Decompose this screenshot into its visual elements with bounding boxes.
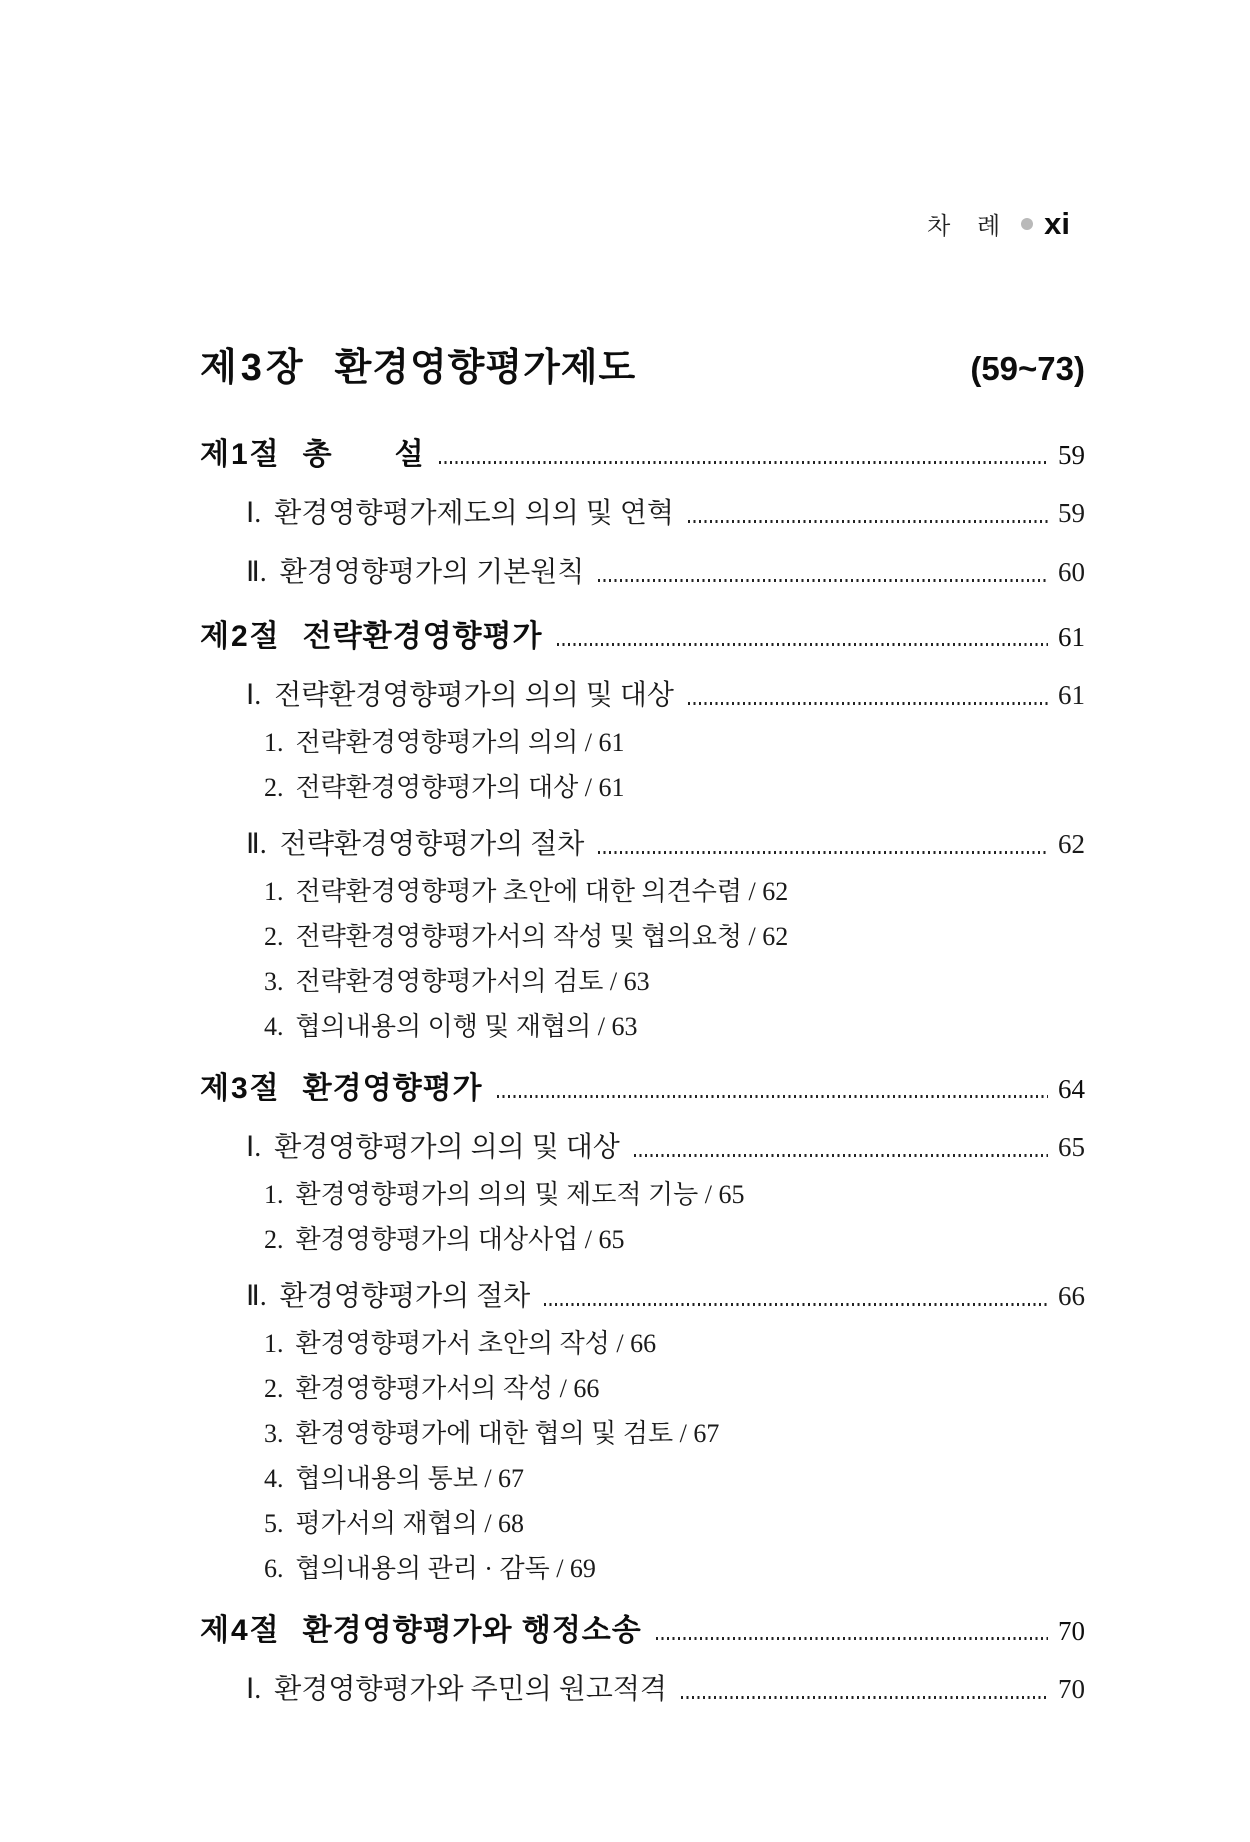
dot-leader xyxy=(634,1154,1048,1157)
toc-entry-item xyxy=(200,1370,1085,1408)
entry-page-number: / 69 xyxy=(549,1554,596,1583)
entry-title: 환경영향평가제도의 의의 및 연혁 xyxy=(274,498,674,529)
entry-title: 환경영향평가의 의의 및 대상 xyxy=(274,1132,620,1163)
entry-page-number: 60 xyxy=(1058,557,1085,587)
entry-page-number: / 62 xyxy=(741,922,789,951)
page-header xyxy=(927,206,1070,241)
chapter-label: 제3장 xyxy=(200,347,307,389)
entry-page-number: 62 xyxy=(1058,829,1085,859)
entry-title: 총 설 xyxy=(302,438,425,471)
header-title: 차 례 xyxy=(927,213,1011,240)
header-page-number: xi xyxy=(1044,206,1070,241)
entry-page-number: 61 xyxy=(1058,680,1085,710)
entry-title: 전략환경영향평가의 의의 및 대상 xyxy=(274,680,674,711)
dot-leader xyxy=(497,1095,1048,1098)
entry-label: 1. xyxy=(264,877,284,906)
entry-label: Ⅱ. xyxy=(246,557,267,588)
entry-label: 2. xyxy=(264,1374,284,1403)
chapter-page-range: (59~73) xyxy=(970,350,1085,387)
entry-title: 환경영향평가서의 작성 xyxy=(295,1374,554,1403)
dot-leader xyxy=(557,643,1049,646)
entry-title: 전략환경영향평가서의 검토 xyxy=(295,967,604,996)
entry-page-number: 70 xyxy=(1058,1616,1085,1646)
dot-leader xyxy=(598,851,1048,854)
entry-title: 환경영향평가와 행정소송 xyxy=(302,1614,642,1647)
entry-label: 2. xyxy=(264,922,284,951)
entry-label: 1. xyxy=(264,1329,284,1358)
toc-entry-item xyxy=(200,1460,1085,1498)
toc-entry-roman xyxy=(200,823,1085,866)
toc-entry-item xyxy=(200,1325,1085,1363)
dot-leader xyxy=(688,520,1048,523)
entry-page-number: / 68 xyxy=(477,1509,525,1538)
toc-entry-item xyxy=(200,1176,1085,1214)
entry-page-number: 66 xyxy=(1058,1281,1085,1311)
entry-page-number: 65 xyxy=(1058,1132,1085,1162)
entry-title: 협의내용의 이행 및 재협의 xyxy=(295,1012,592,1041)
dot-leader xyxy=(598,579,1048,582)
entry-label: 제1절 xyxy=(200,438,281,471)
toc-entry-section xyxy=(200,1610,1085,1652)
entry-page-number: / 63 xyxy=(591,1012,638,1041)
dot-leader xyxy=(656,1637,1048,1640)
entry-title: 전략환경영향평가의 의의 xyxy=(295,728,579,757)
header-bullet-icon xyxy=(1021,218,1033,230)
entry-title: 협의내용의 통보 xyxy=(295,1464,478,1493)
entry-title: 환경영향평가의 의의 및 제도적 기능 xyxy=(295,1180,699,1209)
toc-entry-roman xyxy=(200,674,1085,717)
entry-page-number: / 67 xyxy=(477,1464,525,1493)
entry-title: 전략환경영향평가 xyxy=(302,620,543,653)
entry-label: 4. xyxy=(264,1464,284,1493)
dot-leader xyxy=(544,1303,1048,1306)
entry-title: 환경영향평가의 절차 xyxy=(279,1281,531,1312)
entry-page-number: 59 xyxy=(1058,440,1085,470)
entry-label: Ⅰ. xyxy=(246,1132,262,1163)
toc-list xyxy=(200,434,1085,1711)
entry-page-number: 70 xyxy=(1058,1674,1085,1704)
entry-page-number: 61 xyxy=(1058,622,1085,652)
entry-title: 환경영향평가 xyxy=(302,1072,483,1105)
entry-page-number: / 65 xyxy=(578,1225,625,1254)
toc-entry-roman xyxy=(200,1275,1085,1318)
toc-entry-section xyxy=(200,434,1085,476)
toc-entry-section xyxy=(200,1068,1085,1110)
entry-title: 환경영향평가와 주민의 원고적격 xyxy=(274,1674,667,1705)
entry-page-number: / 63 xyxy=(603,967,650,996)
toc-entry-roman xyxy=(200,1668,1085,1711)
dot-leader xyxy=(439,461,1048,464)
entry-title: 환경영향평가의 대상사업 xyxy=(295,1225,579,1254)
chapter-title: 환경영향평가제도 xyxy=(334,347,637,389)
entry-page-number: / 65 xyxy=(698,1180,745,1209)
toc-entry-roman xyxy=(200,551,1085,594)
entry-label: 제2절 xyxy=(200,620,281,653)
entry-label: 제3절 xyxy=(200,1072,281,1105)
toc-entry-roman xyxy=(200,492,1085,535)
entry-page-number: / 67 xyxy=(673,1419,720,1448)
entry-page-number: / 66 xyxy=(609,1329,657,1358)
entry-title: 환경영향평가의 기본원칙 xyxy=(279,557,585,588)
entry-label: 2. xyxy=(264,1225,284,1254)
entry-label: 3. xyxy=(264,1419,284,1448)
entry-label: 3. xyxy=(264,967,284,996)
dot-leader xyxy=(688,702,1048,705)
entry-title: 환경영향평가에 대한 협의 및 검토 xyxy=(295,1419,674,1448)
entry-page-number: 64 xyxy=(1058,1074,1085,1104)
toc-entry-item xyxy=(200,1505,1085,1543)
toc-entry-item xyxy=(200,1008,1085,1046)
entry-label: 5. xyxy=(264,1509,284,1538)
entry-label: Ⅱ. xyxy=(246,1281,267,1312)
dot-leader xyxy=(681,1696,1048,1699)
entry-label: 1. xyxy=(264,728,284,757)
toc-entry-item xyxy=(200,1221,1085,1259)
toc-entry-item xyxy=(200,724,1085,762)
entry-page-number: / 66 xyxy=(553,1374,600,1403)
entry-label: 1. xyxy=(264,1180,284,1209)
entry-label: 2. xyxy=(264,773,284,802)
toc-entry-item xyxy=(200,1415,1085,1453)
entry-page-number: / 62 xyxy=(741,877,789,906)
toc-entry-section xyxy=(200,616,1085,658)
entry-label: 6. xyxy=(264,1554,284,1583)
entry-page-number: / 61 xyxy=(578,728,625,757)
toc-entry-item xyxy=(200,963,1085,1001)
entry-label: 4. xyxy=(264,1012,284,1041)
entry-title: 전략환경영향평가서의 작성 및 협의요청 xyxy=(295,922,742,951)
entry-title: 전략환경영향평가의 절차 xyxy=(279,829,585,860)
entry-page-number: 59 xyxy=(1058,498,1085,528)
entry-label: Ⅰ. xyxy=(246,1674,262,1705)
toc-entry-roman xyxy=(200,1126,1085,1169)
entry-title: 환경영향평가서 초안의 작성 xyxy=(295,1329,610,1358)
toc-entry-item xyxy=(200,769,1085,807)
entry-page-number: / 61 xyxy=(578,773,625,802)
toc-entry-item xyxy=(200,873,1085,911)
entry-title: 전략환경영향평가 초안에 대한 의견수렴 xyxy=(295,877,742,906)
toc-entry-item xyxy=(200,918,1085,956)
entry-title: 평가서의 재협의 xyxy=(295,1509,478,1538)
chapter-heading xyxy=(200,345,1085,392)
entry-label: Ⅰ. xyxy=(246,680,262,711)
entry-title: 전략환경영향평가의 대상 xyxy=(295,773,579,802)
entry-label: Ⅰ. xyxy=(246,498,262,529)
entry-label: Ⅱ. xyxy=(246,829,267,860)
toc-entry-item xyxy=(200,1550,1085,1588)
entry-label: 제4절 xyxy=(200,1614,281,1647)
entry-title: 협의내용의 관리 · 감독 xyxy=(295,1554,550,1583)
